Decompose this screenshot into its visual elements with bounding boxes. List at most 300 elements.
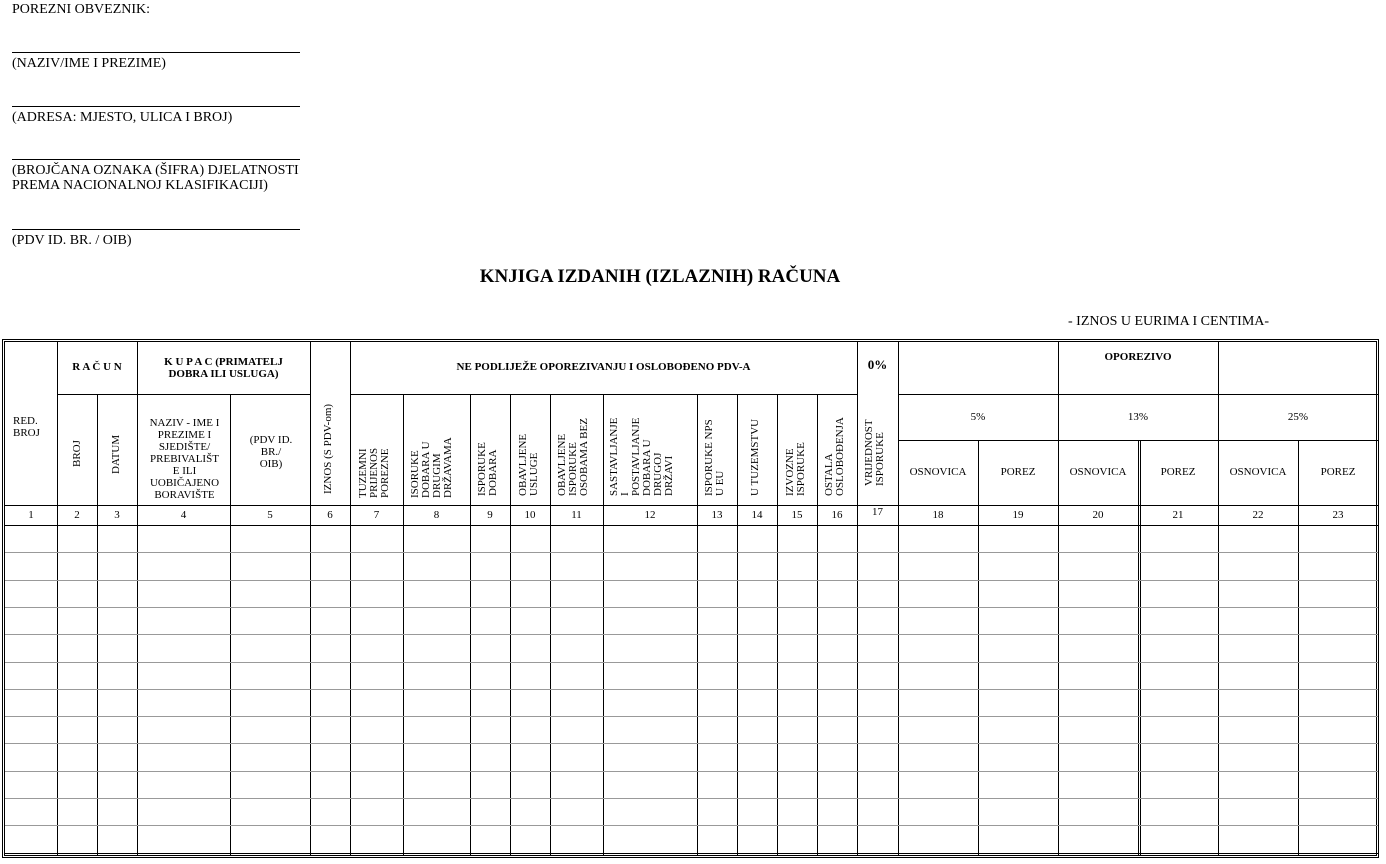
table-cell[interactable] xyxy=(471,826,510,852)
table-cell[interactable] xyxy=(1299,690,1378,716)
table-cell[interactable] xyxy=(1139,717,1218,743)
table-cell[interactable] xyxy=(698,690,737,716)
table-cell[interactable] xyxy=(1139,799,1218,825)
table-cell[interactable] xyxy=(351,663,403,689)
table-cell[interactable] xyxy=(138,799,230,825)
table-cell[interactable] xyxy=(351,744,403,770)
table-cell[interactable] xyxy=(471,581,510,607)
table-cell[interactable] xyxy=(404,608,470,634)
table-cell[interactable] xyxy=(1219,826,1298,852)
table-cell[interactable] xyxy=(818,526,857,552)
table-cell[interactable] xyxy=(604,526,697,552)
table-cell[interactable] xyxy=(1219,772,1298,798)
table-cell[interactable] xyxy=(231,744,310,770)
table-cell[interactable] xyxy=(471,772,510,798)
table-cell[interactable] xyxy=(738,663,777,689)
table-cell[interactable] xyxy=(698,553,737,579)
table-cell[interactable] xyxy=(311,772,350,798)
table-cell[interactable] xyxy=(511,690,550,716)
table-cell[interactable] xyxy=(738,799,777,825)
oib-line[interactable] xyxy=(12,229,300,230)
address-line[interactable] xyxy=(12,106,300,107)
table-cell[interactable] xyxy=(1299,744,1378,770)
table-cell[interactable] xyxy=(404,690,470,716)
table-cell[interactable] xyxy=(818,690,857,716)
table-cell[interactable] xyxy=(471,744,510,770)
table-cell[interactable] xyxy=(604,744,697,770)
table-cell[interactable] xyxy=(58,690,97,716)
grid-line xyxy=(350,394,857,395)
table-cell[interactable] xyxy=(899,581,978,607)
table-cell[interactable] xyxy=(1139,581,1218,607)
table-cell[interactable] xyxy=(1139,526,1218,552)
table-cell[interactable] xyxy=(511,608,550,634)
table-cell[interactable] xyxy=(738,826,777,852)
table-cell[interactable] xyxy=(511,526,550,552)
column-number: 1 xyxy=(28,509,34,521)
table-cell[interactable] xyxy=(1219,553,1298,579)
table-cell[interactable] xyxy=(1059,608,1138,634)
table-cell[interactable] xyxy=(1299,663,1378,689)
table-cell[interactable] xyxy=(231,690,310,716)
table-cell[interactable] xyxy=(138,772,230,798)
table-cell[interactable] xyxy=(979,635,1058,661)
table-cell[interactable] xyxy=(551,553,603,579)
table-cell[interactable] xyxy=(979,744,1058,770)
table-cell[interactable] xyxy=(351,772,403,798)
table-cell[interactable] xyxy=(738,690,777,716)
table-cell[interactable] xyxy=(604,553,697,579)
table-cell[interactable] xyxy=(6,581,57,607)
table-cell[interactable] xyxy=(858,581,898,607)
table-cell[interactable] xyxy=(698,663,737,689)
table-cell[interactable] xyxy=(818,744,857,770)
table-cell[interactable] xyxy=(604,717,697,743)
table-cell[interactable] xyxy=(351,635,403,661)
table-cell[interactable] xyxy=(899,526,978,552)
table-cell[interactable] xyxy=(858,772,898,798)
activity-line[interactable] xyxy=(12,159,300,160)
table-cell[interactable] xyxy=(858,635,898,661)
table-cell[interactable] xyxy=(979,553,1058,579)
table-cell[interactable] xyxy=(404,826,470,852)
table-cell[interactable] xyxy=(511,799,550,825)
table-cell[interactable] xyxy=(58,553,97,579)
table-cell[interactable] xyxy=(551,826,603,852)
table-cell[interactable] xyxy=(551,608,603,634)
table-cell[interactable] xyxy=(511,663,550,689)
table-cell[interactable] xyxy=(231,799,310,825)
table-cell[interactable] xyxy=(511,826,550,852)
table-cell[interactable] xyxy=(899,553,978,579)
table-cell[interactable] xyxy=(858,526,898,552)
table-cell[interactable] xyxy=(511,553,550,579)
table-cell[interactable] xyxy=(979,772,1058,798)
table-cell[interactable] xyxy=(778,608,817,634)
table-cell[interactable] xyxy=(404,581,470,607)
header-base-25: OSNOVICA xyxy=(1229,466,1287,478)
table-cell[interactable] xyxy=(1219,581,1298,607)
table-cell[interactable] xyxy=(6,744,57,770)
table-cell[interactable] xyxy=(58,608,97,634)
table-cell[interactable] xyxy=(1139,663,1218,689)
header-domestic-transfer: TUZEMNI PRIJENOS POREZNE xyxy=(357,447,391,498)
table-cell[interactable] xyxy=(311,799,350,825)
table-cell[interactable] xyxy=(138,744,230,770)
table-cell[interactable] xyxy=(778,744,817,770)
table-cell[interactable] xyxy=(818,553,857,579)
table-cell[interactable] xyxy=(231,581,310,607)
table-cell[interactable] xyxy=(311,663,350,689)
table-cell[interactable] xyxy=(551,717,603,743)
table-cell[interactable] xyxy=(899,663,978,689)
table-cell[interactable] xyxy=(311,826,350,852)
table-cell[interactable] xyxy=(6,553,57,579)
table-cell[interactable] xyxy=(98,772,137,798)
header-serial: RED. BROJ xyxy=(13,415,40,439)
table-cell[interactable] xyxy=(818,826,857,852)
table-cell[interactable] xyxy=(1059,717,1138,743)
table-cell[interactable] xyxy=(58,826,97,852)
table-cell[interactable] xyxy=(98,663,137,689)
table-cell[interactable] xyxy=(311,717,350,743)
table-cell[interactable] xyxy=(698,608,737,634)
table-cell[interactable] xyxy=(778,826,817,852)
table-cell[interactable] xyxy=(351,608,403,634)
table-cell[interactable] xyxy=(231,635,310,661)
table-cell[interactable] xyxy=(351,553,403,579)
table-cell[interactable] xyxy=(98,635,137,661)
table-cell[interactable] xyxy=(1299,526,1378,552)
table-cell[interactable] xyxy=(351,581,403,607)
table-cell[interactable] xyxy=(698,744,737,770)
table-cell[interactable] xyxy=(698,826,737,852)
table-cell[interactable] xyxy=(1139,772,1218,798)
table-cell[interactable] xyxy=(604,608,697,634)
table-cell[interactable] xyxy=(1059,581,1138,607)
table-cell[interactable] xyxy=(471,608,510,634)
table-cell[interactable] xyxy=(138,690,230,716)
table-cell[interactable] xyxy=(471,526,510,552)
table-cell[interactable] xyxy=(778,526,817,552)
table-cell[interactable] xyxy=(858,799,898,825)
table-cell[interactable] xyxy=(1059,663,1138,689)
table-cell[interactable] xyxy=(899,608,978,634)
table-cell[interactable] xyxy=(818,608,857,634)
table-cell[interactable] xyxy=(98,690,137,716)
table-cell[interactable] xyxy=(979,663,1058,689)
table-cell[interactable] xyxy=(698,581,737,607)
table-cell[interactable] xyxy=(899,635,978,661)
table-cell[interactable] xyxy=(1219,663,1298,689)
table-cell[interactable] xyxy=(98,717,137,743)
table-cell[interactable] xyxy=(899,690,978,716)
table-cell[interactable] xyxy=(551,526,603,552)
table-cell[interactable] xyxy=(604,690,697,716)
table-cell[interactable] xyxy=(98,799,137,825)
table-cell[interactable] xyxy=(899,717,978,743)
table-cell[interactable] xyxy=(311,553,350,579)
column-number: 20 xyxy=(1092,509,1104,521)
table-cell[interactable] xyxy=(58,799,97,825)
table-cell[interactable] xyxy=(404,635,470,661)
table-cell[interactable] xyxy=(1059,772,1138,798)
table-cell[interactable] xyxy=(1299,717,1378,743)
table-cell[interactable] xyxy=(738,608,777,634)
table-cell[interactable] xyxy=(58,526,97,552)
table-cell[interactable] xyxy=(1299,772,1378,798)
table-cell[interactable] xyxy=(979,581,1058,607)
table-cell[interactable] xyxy=(1059,526,1138,552)
table-cell[interactable] xyxy=(1219,608,1298,634)
table-cell[interactable] xyxy=(818,663,857,689)
header-invoice-number: BROJ xyxy=(71,440,83,467)
table-cell[interactable] xyxy=(98,553,137,579)
table-cell[interactable] xyxy=(604,581,697,607)
table-cell[interactable] xyxy=(1059,635,1138,661)
table-cell[interactable] xyxy=(604,799,697,825)
table-cell[interactable] xyxy=(1139,826,1218,852)
table-cell[interactable] xyxy=(471,635,510,661)
table-cell[interactable] xyxy=(138,526,230,552)
table-cell[interactable] xyxy=(818,799,857,825)
table-cell[interactable] xyxy=(98,608,137,634)
table-cell[interactable] xyxy=(604,635,697,661)
table-cell[interactable] xyxy=(1299,826,1378,852)
table-cell[interactable] xyxy=(1059,744,1138,770)
table-cell[interactable] xyxy=(351,690,403,716)
table-cell[interactable] xyxy=(471,553,510,579)
grid-line xyxy=(898,440,1378,441)
table-cell[interactable] xyxy=(738,635,777,661)
table-cell[interactable] xyxy=(604,772,697,798)
table-cell[interactable] xyxy=(899,826,978,852)
table-cell[interactable] xyxy=(6,772,57,798)
table-cell[interactable] xyxy=(6,826,57,852)
table-cell[interactable] xyxy=(6,526,57,552)
table-cell[interactable] xyxy=(1219,526,1298,552)
name-line[interactable] xyxy=(12,52,300,53)
column-number: 7 xyxy=(373,509,380,521)
table-cell[interactable] xyxy=(899,744,978,770)
table-cell[interactable] xyxy=(351,826,403,852)
table-cell[interactable] xyxy=(778,717,817,743)
table-cell[interactable] xyxy=(551,663,603,689)
table-cell[interactable] xyxy=(551,799,603,825)
table-cell[interactable] xyxy=(138,581,230,607)
table-cell[interactable] xyxy=(778,690,817,716)
table-cell[interactable] xyxy=(471,799,510,825)
table-cell[interactable] xyxy=(311,744,350,770)
table-cell[interactable] xyxy=(979,608,1058,634)
table-cell[interactable] xyxy=(858,826,898,852)
table-cell[interactable] xyxy=(551,635,603,661)
table-cell[interactable] xyxy=(1059,826,1138,852)
table-cell[interactable] xyxy=(511,635,550,661)
table-cell[interactable] xyxy=(311,581,350,607)
table-cell[interactable] xyxy=(6,663,57,689)
table-cell[interactable] xyxy=(471,690,510,716)
table-cell[interactable] xyxy=(1299,553,1378,579)
table-cell[interactable] xyxy=(58,717,97,743)
table-cell[interactable] xyxy=(899,772,978,798)
table-cell[interactable] xyxy=(1299,581,1378,607)
table-cell[interactable] xyxy=(698,717,737,743)
table-cell[interactable] xyxy=(698,799,737,825)
table-cell[interactable] xyxy=(818,772,857,798)
table-cell[interactable] xyxy=(1299,799,1378,825)
table-cell[interactable] xyxy=(551,744,603,770)
table-cell[interactable] xyxy=(58,744,97,770)
table-cell[interactable] xyxy=(138,663,230,689)
table-cell[interactable] xyxy=(1059,690,1138,716)
table-cell[interactable] xyxy=(138,553,230,579)
table-cell[interactable] xyxy=(511,772,550,798)
table-cell[interactable] xyxy=(1139,635,1218,661)
column-number: 10 xyxy=(524,509,536,521)
table-cell[interactable] xyxy=(138,826,230,852)
table-cell[interactable] xyxy=(818,581,857,607)
table-cell[interactable] xyxy=(979,826,1058,852)
table-cell[interactable] xyxy=(58,772,97,798)
table-cell[interactable] xyxy=(351,799,403,825)
table-cell[interactable] xyxy=(231,553,310,579)
table-cell[interactable] xyxy=(311,690,350,716)
table-cell[interactable] xyxy=(1299,635,1378,661)
table-cell[interactable] xyxy=(738,744,777,770)
table-cell[interactable] xyxy=(551,772,603,798)
table-cell[interactable] xyxy=(738,581,777,607)
table-cell[interactable] xyxy=(778,581,817,607)
table-cell[interactable] xyxy=(351,526,403,552)
table-cell[interactable] xyxy=(98,526,137,552)
table-cell[interactable] xyxy=(858,608,898,634)
table-cell[interactable] xyxy=(404,799,470,825)
table-cell[interactable] xyxy=(404,663,470,689)
table-cell[interactable] xyxy=(604,826,697,852)
table-cell[interactable] xyxy=(511,581,550,607)
table-cell[interactable] xyxy=(138,608,230,634)
table-cell[interactable] xyxy=(979,690,1058,716)
table-cell[interactable] xyxy=(311,635,350,661)
oib-caption: (PDV ID. BR. / OIB) xyxy=(12,233,132,248)
rate-5: 5% xyxy=(970,411,986,423)
table-cell[interactable] xyxy=(6,690,57,716)
table-cell[interactable] xyxy=(604,663,697,689)
table-cell[interactable] xyxy=(6,799,57,825)
table-cell[interactable] xyxy=(738,553,777,579)
table-cell[interactable] xyxy=(1139,608,1218,634)
table-cell[interactable] xyxy=(511,744,550,770)
table-cell[interactable] xyxy=(6,608,57,634)
table-cell[interactable] xyxy=(1219,717,1298,743)
table-cell[interactable] xyxy=(231,663,310,689)
column-number: 5 xyxy=(267,509,273,521)
table-cell[interactable] xyxy=(818,717,857,743)
header-other-exemptions: OSTALA OSLOBOĐENJA xyxy=(823,417,846,496)
table-cell[interactable] xyxy=(818,635,857,661)
table-cell[interactable] xyxy=(778,799,817,825)
table-cell[interactable] xyxy=(231,826,310,852)
table-cell[interactable] xyxy=(404,772,470,798)
table-cell[interactable] xyxy=(1059,799,1138,825)
table-cell[interactable] xyxy=(98,826,137,852)
table-cell[interactable] xyxy=(404,744,470,770)
table-cell[interactable] xyxy=(1219,799,1298,825)
table-cell[interactable] xyxy=(138,635,230,661)
table-cell[interactable] xyxy=(1139,744,1218,770)
table-cell[interactable] xyxy=(778,553,817,579)
table-cell[interactable] xyxy=(979,717,1058,743)
table-cell[interactable] xyxy=(979,799,1058,825)
table-cell[interactable] xyxy=(551,581,603,607)
table-cell[interactable] xyxy=(899,799,978,825)
table-cell[interactable] xyxy=(778,772,817,798)
table-cell[interactable] xyxy=(858,663,898,689)
table-cell[interactable] xyxy=(471,717,510,743)
table-cell[interactable] xyxy=(698,635,737,661)
table-cell[interactable] xyxy=(511,717,550,743)
table-cell[interactable] xyxy=(738,717,777,743)
column-number: 17 xyxy=(872,506,883,518)
table-cell[interactable] xyxy=(58,663,97,689)
table-cell[interactable] xyxy=(858,744,898,770)
table-cell[interactable] xyxy=(1299,608,1378,634)
grid-line xyxy=(898,394,1378,395)
table-cell[interactable] xyxy=(1219,744,1298,770)
table-cell[interactable] xyxy=(311,608,350,634)
table-cell[interactable] xyxy=(778,635,817,661)
table-cell[interactable] xyxy=(738,772,777,798)
table-cell[interactable] xyxy=(698,526,737,552)
table-cell[interactable] xyxy=(858,553,898,579)
table-cell[interactable] xyxy=(979,526,1058,552)
table-cell[interactable] xyxy=(778,663,817,689)
table-cell[interactable] xyxy=(231,526,310,552)
table-cell[interactable] xyxy=(858,717,898,743)
table-cell[interactable] xyxy=(231,717,310,743)
table-cell[interactable] xyxy=(6,635,57,661)
table-cell[interactable] xyxy=(311,526,350,552)
column-number: 23 xyxy=(1332,509,1344,521)
table-cell[interactable] xyxy=(351,717,403,743)
table-cell[interactable] xyxy=(138,717,230,743)
table-cell[interactable] xyxy=(404,526,470,552)
table-cell[interactable] xyxy=(1219,635,1298,661)
column-number: 22 xyxy=(1252,509,1264,521)
table-cell[interactable] xyxy=(231,608,310,634)
table-cell[interactable] xyxy=(231,772,310,798)
header-assembly-other-state: SASTAVLJANJE I POSTAVLJANJE DOBARA U DRUGOJ DRŽAVI xyxy=(608,417,675,496)
table-cell[interactable] xyxy=(404,553,470,579)
table-cell[interactable] xyxy=(1139,690,1218,716)
table-cell[interactable] xyxy=(1139,553,1218,579)
table-cell[interactable] xyxy=(698,772,737,798)
table-cell[interactable] xyxy=(58,581,97,607)
header-amount: IZNOS (S PDV-om) xyxy=(322,403,334,494)
table-cell[interactable] xyxy=(738,526,777,552)
table-cell[interactable] xyxy=(98,744,137,770)
table-cell[interactable] xyxy=(6,717,57,743)
table-cell[interactable] xyxy=(404,717,470,743)
table-cell[interactable] xyxy=(1059,553,1138,579)
table-cell[interactable] xyxy=(1219,690,1298,716)
table-cell[interactable] xyxy=(858,690,898,716)
table-cell[interactable] xyxy=(471,663,510,689)
table-cell[interactable] xyxy=(58,635,97,661)
table-cell[interactable] xyxy=(98,581,137,607)
table-cell[interactable] xyxy=(551,690,603,716)
